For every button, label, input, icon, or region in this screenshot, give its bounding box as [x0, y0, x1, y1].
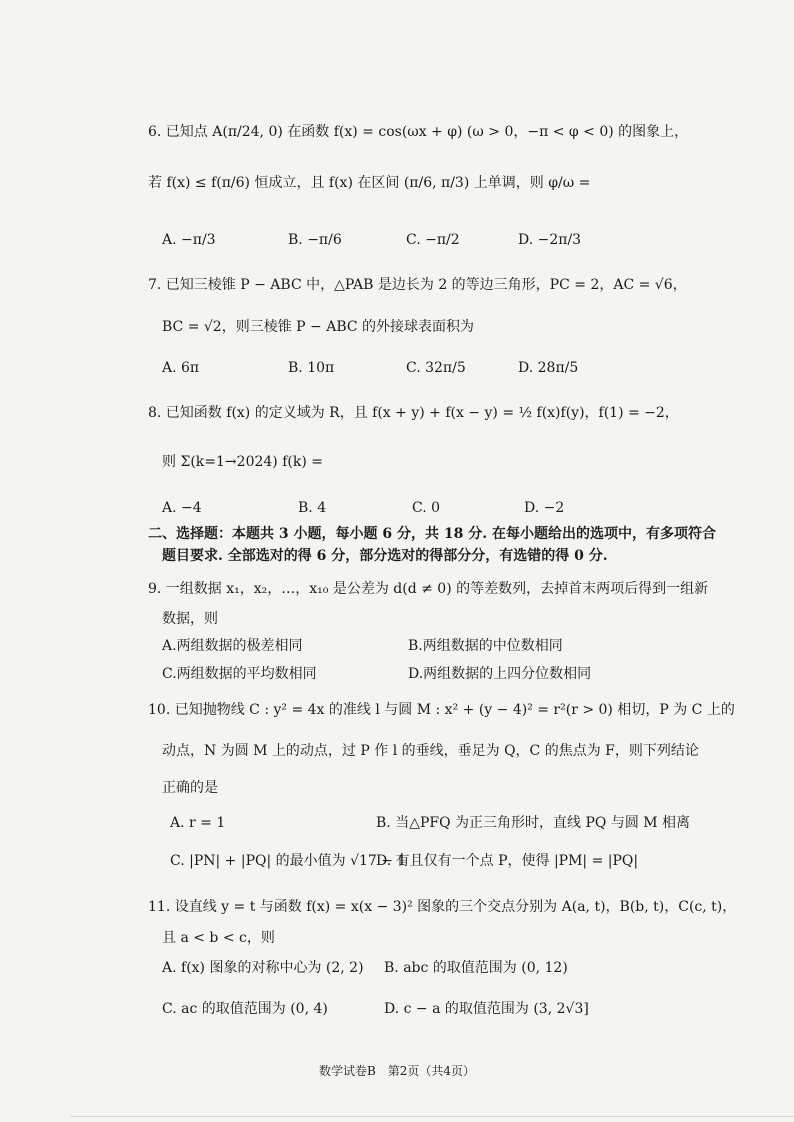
q11-option-d: D. c − a 的取值范围为 (3, 2√3] [384, 1001, 589, 1017]
q8-option-a: A. −4 [162, 500, 202, 516]
q6-option-b: B. −π/6 [288, 232, 342, 248]
q8-line-1: 8. 已知函数 f(x) 的定义域为 R，且 f(x + y) + f(x − y) = ½ f(x)f(y)，f(1) = −2， [148, 405, 679, 421]
q10-option-a: A. r = 1 [170, 815, 226, 831]
page-footer: 数学试卷B 第2页（共4页） [318, 1064, 476, 1078]
q11-option-c: C. ac 的取值范围为 (0, 4) [162, 1001, 328, 1017]
q11-option-a: A. f(x) 图象的对称中心为 (2, 2) [162, 960, 364, 976]
q11-option-b: B. abc 的取值范围为 (0, 12) [384, 960, 568, 976]
q8-option-b: B. 4 [298, 500, 327, 516]
q7-option-d: D. 28π/5 [518, 360, 579, 376]
q6-line-2: 若 f(x) ≤ f(π/6) 恒成立，且 f(x) 在区间 (π/6, π/3) 上单调，则 φ/ω = [148, 175, 591, 191]
q7-option-c: C. 32π/5 [406, 360, 466, 376]
q10-option-b: B. 当△PFQ 为正三角形时，直线 PQ 与圆 M 相离 [376, 815, 691, 831]
q9-line-2: 数据，则 [162, 611, 218, 627]
q7-option-a: A. 6π [162, 360, 200, 376]
q6-option-d: D. −2π/3 [518, 232, 582, 248]
q10-option-c: C. |PN| + |PQ| 的最小值为 √17 − 1 [170, 853, 407, 869]
section-2-heading-line-1: 二、选择题：本题共 3 小题，每小题 6 分，共 18 分. 在每小题给出的选项中，有多项符合 [148, 526, 716, 542]
q11-line-1: 11. 设直线 y = t 与函数 f(x) = x(x − 3)² 图象的三个交点分别为 A(a, t)，B(b, t)，C(c, t)， [148, 899, 737, 915]
q9-option-c: C.两组数据的平均数相同 [162, 666, 317, 682]
q7-option-b: B. 10π [288, 360, 335, 376]
q6-option-c: C. −π/2 [406, 232, 460, 248]
q6-line-1: 6. 已知点 A(π/24, 0) 在函数 f(x) = cos(ωx + φ) (ω > 0，−π < φ < 0) 的图象上， [148, 124, 689, 140]
q7-line-2: BC = √2，则三棱锥 P − ABC 的外接球表面积为 [162, 319, 475, 335]
section-2-heading-line-2: 题目要求. 全部选对的得 6 分，部分选对的得部分分，有选错的得 0 分. [162, 548, 608, 564]
q10-line-3: 正确的是 [162, 780, 218, 796]
q11-line-2: 且 a < b < c，则 [162, 930, 275, 946]
q9-option-d: D.两组数据的上四分位数相同 [408, 666, 592, 682]
q10-option-d: D. 有且仅有一个点 P，使得 |PM| = |PQ| [376, 853, 639, 869]
q8-option-c: C. 0 [412, 500, 441, 516]
q9-option-a: A.两组数据的极差相同 [162, 638, 303, 654]
q10-line-1: 10. 已知抛物线 C : y² = 4x 的准线 l 与圆 M : x² + (y − 4)² = r²(r > 0) 相切，P 为 C 上的 [148, 702, 735, 718]
q6-option-a: A. −π/3 [162, 232, 216, 248]
q10-line-2: 动点，N 为圆 M 上的动点，过 P 作 l 的垂线，垂足为 Q，C 的焦点为 F，则下列结论 [162, 743, 699, 759]
q8-line-2: 则 Σ(k=1→2024) f(k) = [162, 454, 323, 470]
q9-line-1: 9. 一组数据 x₁，x₂，…，x₁₀ 是公差为 d(d ≠ 0) 的等差数列，去掉首末两项后得到一组新 [148, 581, 709, 597]
q7-line-1: 7. 已知三棱锥 P − ABC 中，△PAB 是边长为 2 的等边三角形，PC = 2，AC = √6， [148, 277, 687, 293]
page-bottom-edge [70, 1116, 794, 1117]
q9-option-b: B.两组数据的中位数相同 [408, 638, 563, 654]
q8-option-d: D. −2 [524, 500, 565, 516]
